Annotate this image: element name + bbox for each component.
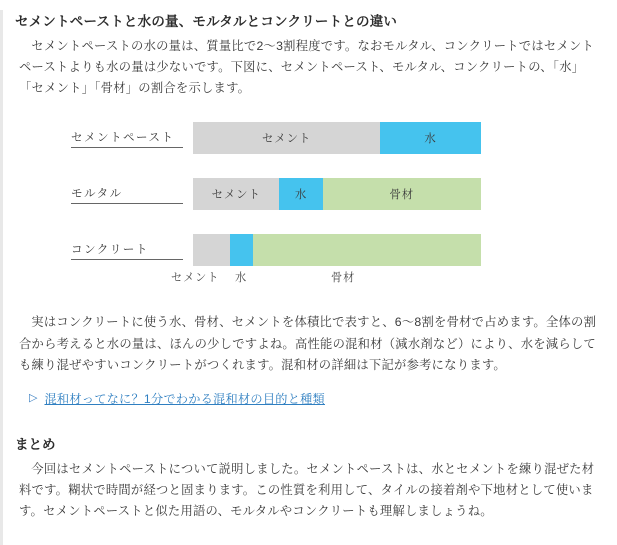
chart-row-mortar (71, 177, 481, 211)
chart-bar-concrete (193, 234, 481, 266)
chart-segment-cement (193, 234, 230, 266)
triangle-right-icon: ▷ (29, 391, 38, 404)
related-article-link[interactable]: 混和材ってなに？1分でわかる混和材の目的と種類 (44, 391, 325, 406)
chart-segment-aggregate: 骨材 (323, 178, 481, 210)
axis-label-cement: セメント (171, 272, 220, 285)
page-heading: セメントペーストと水の量、モルタルとコンクリートとの違い (15, 14, 398, 29)
summary-heading: まとめ (15, 436, 56, 452)
chart-row-label-concrete: コンクリート (71, 241, 183, 260)
axis-label-water: 水 (235, 272, 248, 285)
chart-segment-cement: セメント (193, 178, 279, 210)
chart-row-concrete (71, 233, 481, 267)
paragraph-1: セメントペーストの水の量は、質量比で2～3割程度です。なおモルタル、コンクリートではセメントペーストよりも水の量は少ないです。下図に、セメントペースト、モルタル、コンクリートの、「水」「セメント」「骨材」の割合を示します。 (19, 39, 595, 96)
chart-row-label-cement-paste: セメントペースト (71, 129, 183, 148)
chart-bar-cement-paste (193, 122, 481, 154)
chart-segment-water: 水 (380, 122, 481, 154)
chart-row-cement-paste (71, 121, 481, 155)
composition-chart (3, 121, 617, 306)
chart-axis-annotations (3, 269, 617, 289)
chart-segment-water (230, 234, 253, 266)
related-link-row[interactable] (29, 390, 617, 407)
summary-paragraph: 今回はセメントペーストについて説明しました。セメントペーストは、水とセメントを練り混ぜた材料です。糊状で時間が経つと固まります。この性質を利用して、タイルの接着剤や下地材として使います。セメントペーストと似た用語の、モルタルやコンクリートも理解しましょうね。 (19, 461, 595, 519)
chart-bar-mortar (193, 178, 481, 210)
paragraph-2: 実はコンクリートに使う水、骨材、セメントを体積比で表すと、6～8割を骨材で占めます。全体の割合から考えると水の量は、ほんの少しですよね。高性能の混和材（減水剤など）により、水を減らしても練り混ぜやすいコンクリートがつくれます。混和材の詳細は下記が参考になります。 (19, 315, 597, 372)
chart-segment-water: 水 (279, 178, 322, 210)
chart-row-label-mortar: モルタル (71, 185, 183, 204)
axis-label-aggregate: 骨材 (331, 272, 356, 285)
chart-segment-aggregate (253, 234, 481, 266)
chart-segment-cement: セメント (193, 122, 380, 154)
document-page (0, 10, 617, 545)
